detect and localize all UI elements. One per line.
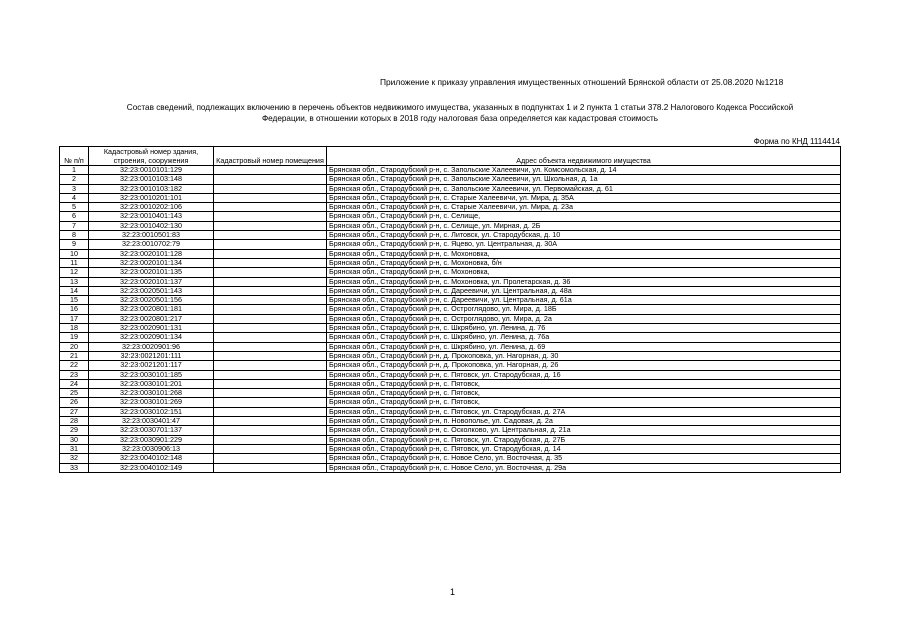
building-cadastral-number: 32:23:0030101:201 bbox=[89, 379, 214, 388]
address: Брянская обл., Стародубский р-н, с. Пятовск, bbox=[327, 379, 841, 388]
address: Брянская обл., Стародубский р-н, с. Дареевичи, ул. Центральная, д. 48а bbox=[327, 286, 841, 295]
building-cadastral-number: 32:23:0010103:148 bbox=[89, 175, 214, 184]
building-cadastral-number: 32:23:0020101:135 bbox=[89, 268, 214, 277]
building-cadastral-number: 32:23:0010103:182 bbox=[89, 184, 214, 193]
row-number: 17 bbox=[60, 314, 89, 323]
row-number: 6 bbox=[60, 212, 89, 221]
row-number: 26 bbox=[60, 398, 89, 407]
table-row bbox=[60, 277, 841, 286]
table-row bbox=[60, 389, 841, 398]
row-number: 31 bbox=[60, 444, 89, 453]
document-title bbox=[70, 102, 850, 124]
address: Брянская обл., Стародубский р-н, с. Мохоновка, bbox=[327, 249, 841, 258]
building-cadastral-number: 32:23:0020101:134 bbox=[89, 258, 214, 267]
table-row bbox=[60, 258, 841, 267]
table-row bbox=[60, 193, 841, 202]
premises-cadastral-number bbox=[214, 258, 327, 267]
premises-cadastral-number bbox=[214, 389, 327, 398]
address: Брянская обл., Стародубский р-н, с. Пятовск, bbox=[327, 389, 841, 398]
building-cadastral-number: 32:23:0020901:134 bbox=[89, 333, 214, 342]
table-header-row bbox=[60, 147, 841, 166]
row-number: 30 bbox=[60, 435, 89, 444]
table-row bbox=[60, 268, 841, 277]
premises-cadastral-number bbox=[214, 240, 327, 249]
row-number: 23 bbox=[60, 370, 89, 379]
address: Брянская обл., Стародубский р-н, с. Старые Халеевичи, ул. Мира, д. 35А bbox=[327, 193, 841, 202]
building-cadastral-number: 32:23:0020501:143 bbox=[89, 286, 214, 295]
building-cadastral-number: 32:23:0010201:101 bbox=[89, 193, 214, 202]
premises-cadastral-number bbox=[214, 398, 327, 407]
premises-cadastral-number bbox=[214, 268, 327, 277]
table-row bbox=[60, 435, 841, 444]
table-row bbox=[60, 184, 841, 193]
document-title-line-2: Федерации, в отношении которых в 2018 году налоговая база определяется как кадастровая стоимость bbox=[261, 114, 659, 123]
building-cadastral-number: 32:23:0010401:143 bbox=[89, 212, 214, 221]
table-row bbox=[60, 166, 841, 175]
address: Брянская обл., Стародубский р-н, с. Литовск, ул. Стародубская, д. 10 bbox=[327, 231, 841, 240]
premises-cadastral-number bbox=[214, 277, 327, 286]
address: Брянская обл., Стародубский р-н, с. Мохоновка, bbox=[327, 268, 841, 277]
address: Брянская обл., Стародубский р-н, с. Шкрябино, ул. Ленина, д. 76 bbox=[327, 324, 841, 333]
building-cadastral-number: 32:23:0010101:129 bbox=[89, 166, 214, 175]
premises-cadastral-number bbox=[214, 305, 327, 314]
building-cadastral-number: 32:23:0030901:229 bbox=[89, 435, 214, 444]
table-row bbox=[60, 212, 841, 221]
table-row bbox=[60, 361, 841, 370]
address: Брянская обл., Стародубский р-н, с. Мохоновка, ул. Пролетарская, д. 36 bbox=[327, 277, 841, 286]
premises-cadastral-number bbox=[214, 379, 327, 388]
row-number: 18 bbox=[60, 324, 89, 333]
row-number: 13 bbox=[60, 277, 89, 286]
address: Брянская обл., Стародубский р-н, с. Запольские Халеевичи, ул. Комсомольская, д. 14 bbox=[327, 166, 841, 175]
row-number: 7 bbox=[60, 221, 89, 230]
table-row bbox=[60, 324, 841, 333]
address: Брянская обл., Стародубский р-н, с. Запольские Халеевичи, ул. Первомайская, д. 61 bbox=[327, 184, 841, 193]
table-row bbox=[60, 286, 841, 295]
building-cadastral-number: 32:23:0010202:106 bbox=[89, 203, 214, 212]
premises-cadastral-number bbox=[214, 314, 327, 323]
building-cadastral-number: 32:23:0030101:269 bbox=[89, 398, 214, 407]
table-row bbox=[60, 463, 841, 472]
row-number: 4 bbox=[60, 193, 89, 202]
row-number: 3 bbox=[60, 184, 89, 193]
building-cadastral-number: 32:23:0030701:137 bbox=[89, 426, 214, 435]
address: Брянская обл., Стародубский р-н, с. Селище, bbox=[327, 212, 841, 221]
table-row bbox=[60, 379, 841, 388]
annex-reference: Приложение к приказу управления имущественных отношений Брянской области от 25.08.2020 №1218 bbox=[380, 77, 784, 87]
building-cadastral-number: 32:23:0020901:96 bbox=[89, 342, 214, 351]
row-number: 15 bbox=[60, 296, 89, 305]
table-row bbox=[60, 351, 841, 360]
row-number: 8 bbox=[60, 231, 89, 240]
address: Брянская обл., Стародубский р-н, с. Дареевичи, ул. Центральная, д. 61а bbox=[327, 296, 841, 305]
address: Брянская обл., Стародубский р-н, д. Прокоповка, ул. Нагорная, д. 26 bbox=[327, 361, 841, 370]
building-cadastral-number: 32:23:0040102:149 bbox=[89, 463, 214, 472]
table-row bbox=[60, 240, 841, 249]
premises-cadastral-number bbox=[214, 166, 327, 175]
building-cadastral-number: 32:23:0020101:128 bbox=[89, 249, 214, 258]
table-row bbox=[60, 426, 841, 435]
premises-cadastral-number bbox=[214, 212, 327, 221]
row-number: 25 bbox=[60, 389, 89, 398]
row-number: 19 bbox=[60, 333, 89, 342]
address: Брянская обл., Стародубский р-н, с. Пятовск, ул. Стародубская, д. 16 bbox=[327, 370, 841, 379]
premises-cadastral-number bbox=[214, 370, 327, 379]
building-cadastral-number: 32:23:0020501:156 bbox=[89, 296, 214, 305]
premises-cadastral-number bbox=[214, 324, 327, 333]
row-number: 10 bbox=[60, 249, 89, 258]
address: Брянская обл., Стародубский р-н, с. Пятовск, ул. Стародубская, д. 27Б bbox=[327, 435, 841, 444]
row-number: 24 bbox=[60, 379, 89, 388]
row-number: 1 bbox=[60, 166, 89, 175]
premises-cadastral-number bbox=[214, 454, 327, 463]
address: Брянская обл., Стародубский р-н, с. Пятовск, ул. Стародубская, д. 27А bbox=[327, 407, 841, 416]
address: Брянская обл., Стародубский р-н, с. Яцево, ул. Центральная, д. 30А bbox=[327, 240, 841, 249]
address: Брянская обл., Стародубский р-н, с. Шкрябино, ул. Ленина, д. 76а bbox=[327, 333, 841, 342]
table-row bbox=[60, 314, 841, 323]
building-cadastral-number: 32:23:0030102:151 bbox=[89, 407, 214, 416]
address: Брянская обл., Стародубский р-н, с. Мохоновка, б/н bbox=[327, 258, 841, 267]
address: Брянская обл., Стародубский р-н, п. Новополье, ул. Садовая, д. 2а bbox=[327, 417, 841, 426]
building-cadastral-number: 32:23:0020801:181 bbox=[89, 305, 214, 314]
building-cadastral-number: 32:23:0030401:47 bbox=[89, 417, 214, 426]
building-cadastral-number: 32:23:0020801:217 bbox=[89, 314, 214, 323]
premises-cadastral-number bbox=[214, 342, 327, 351]
premises-cadastral-number bbox=[214, 435, 327, 444]
table-row bbox=[60, 333, 841, 342]
building-cadastral-number: 32:23:0010402:130 bbox=[89, 221, 214, 230]
table-body bbox=[60, 166, 841, 473]
property-register-table bbox=[59, 146, 841, 473]
row-number: 20 bbox=[60, 342, 89, 351]
premises-cadastral-number bbox=[214, 463, 327, 472]
address: Брянская обл., Стародубский р-н, с. Селище, ул. Мирная, д. 2Б bbox=[327, 221, 841, 230]
row-number: 33 bbox=[60, 463, 89, 472]
address: Брянская обл., Стародубский р-н, д. Прокоповка, ул. Нагорная, д. 30 bbox=[327, 351, 841, 360]
address: Брянская обл., Стародубский р-н, с. Новое Село, ул. Восточная, д. 35 bbox=[327, 454, 841, 463]
table-row bbox=[60, 342, 841, 351]
row-number: 5 bbox=[60, 203, 89, 212]
premises-cadastral-number bbox=[214, 231, 327, 240]
column-header-number: № п/п bbox=[60, 147, 89, 166]
building-cadastral-number: 32:23:0020901:131 bbox=[89, 324, 214, 333]
row-number: 2 bbox=[60, 175, 89, 184]
address: Брянская обл., Стародубский р-н, с. Пятовск, bbox=[327, 398, 841, 407]
premises-cadastral-number bbox=[214, 361, 327, 370]
column-header-address: Адрес объекта недвижимого имущества bbox=[327, 147, 841, 166]
document-title-line-1: Состав сведений, подлежащих включению в перечень объектов недвижимого имущества, указанных в подпунктах 1 и 2 пункта 1 статьи 378.2 Налогового Кодекса Российской bbox=[126, 103, 794, 112]
address: Брянская обл., Стародубский р-н, с. Запольские Халеевичи, ул. Школьная, д. 1а bbox=[327, 175, 841, 184]
building-cadastral-number: 32:23:0021201:117 bbox=[89, 361, 214, 370]
premises-cadastral-number bbox=[214, 407, 327, 416]
row-number: 29 bbox=[60, 426, 89, 435]
premises-cadastral-number bbox=[214, 221, 327, 230]
form-code: Форма по КНД 1114414 bbox=[753, 137, 840, 146]
row-number: 11 bbox=[60, 258, 89, 267]
building-cadastral-number: 32:23:0010501:83 bbox=[89, 231, 214, 240]
building-cadastral-number: 32:23:0010702:79 bbox=[89, 240, 214, 249]
table-row bbox=[60, 296, 841, 305]
row-number: 9 bbox=[60, 240, 89, 249]
building-cadastral-number: 32:23:0030906:13 bbox=[89, 444, 214, 453]
building-cadastral-number: 32:23:0030101:268 bbox=[89, 389, 214, 398]
premises-cadastral-number bbox=[214, 444, 327, 453]
table-row bbox=[60, 370, 841, 379]
premises-cadastral-number bbox=[214, 193, 327, 202]
row-number: 21 bbox=[60, 351, 89, 360]
building-cadastral-number: 32:23:0021201:111 bbox=[89, 351, 214, 360]
table-row bbox=[60, 305, 841, 314]
row-number: 32 bbox=[60, 454, 89, 463]
premises-cadastral-number bbox=[214, 417, 327, 426]
row-number: 16 bbox=[60, 305, 89, 314]
premises-cadastral-number bbox=[214, 286, 327, 295]
table-row bbox=[60, 231, 841, 240]
table-row bbox=[60, 175, 841, 184]
premises-cadastral-number bbox=[214, 351, 327, 360]
row-number: 12 bbox=[60, 268, 89, 277]
column-header-building-cadastral: Кадастровый номер здания, строения, сооружения bbox=[89, 147, 214, 166]
premises-cadastral-number bbox=[214, 333, 327, 342]
page-number: 1 bbox=[449, 587, 455, 597]
address: Брянская обл., Стародубский р-н, с. Шкрябино, ул. Ленина, д. 69 bbox=[327, 342, 841, 351]
building-cadastral-number: 32:23:0020101:137 bbox=[89, 277, 214, 286]
table-row bbox=[60, 417, 841, 426]
building-cadastral-number: 32:23:0030101:185 bbox=[89, 370, 214, 379]
row-number: 14 bbox=[60, 286, 89, 295]
address: Брянская обл., Стародубский р-н, с. Остроглядово, ул. Мира, д. 2а bbox=[327, 314, 841, 323]
row-number: 22 bbox=[60, 361, 89, 370]
table-row bbox=[60, 444, 841, 453]
premises-cadastral-number bbox=[214, 296, 327, 305]
table-row bbox=[60, 398, 841, 407]
premises-cadastral-number bbox=[214, 203, 327, 212]
address: Брянская обл., Стародубский р-н, с. Остроглядово, ул. Мира, д. 18Б bbox=[327, 305, 841, 314]
address: Брянская обл., Стародубский р-н, с. Старые Халеевичи, ул. Мира, д. 23а bbox=[327, 203, 841, 212]
premises-cadastral-number bbox=[214, 426, 327, 435]
row-number: 27 bbox=[60, 407, 89, 416]
building-cadastral-number: 32:23:0040102:148 bbox=[89, 454, 214, 463]
address: Брянская обл., Стародубский р-н, с. Новое Село, ул. Восточная, д. 29а bbox=[327, 463, 841, 472]
table-row bbox=[60, 203, 841, 212]
premises-cadastral-number bbox=[214, 175, 327, 184]
table-row bbox=[60, 454, 841, 463]
table-row bbox=[60, 249, 841, 258]
premises-cadastral-number bbox=[214, 249, 327, 258]
table-row bbox=[60, 407, 841, 416]
row-number: 28 bbox=[60, 417, 89, 426]
table-row bbox=[60, 221, 841, 230]
address: Брянская обл., Стародубский р-н, с. Пятовск, ул. Стародубская, д. 14 bbox=[327, 444, 841, 453]
address: Брянская обл., Стародубский р-н, с. Осколково, ул. Центральная, д. 21а bbox=[327, 426, 841, 435]
premises-cadastral-number bbox=[214, 184, 327, 193]
column-header-premises-cadastral: Кадастровый номер помещения bbox=[214, 147, 327, 166]
